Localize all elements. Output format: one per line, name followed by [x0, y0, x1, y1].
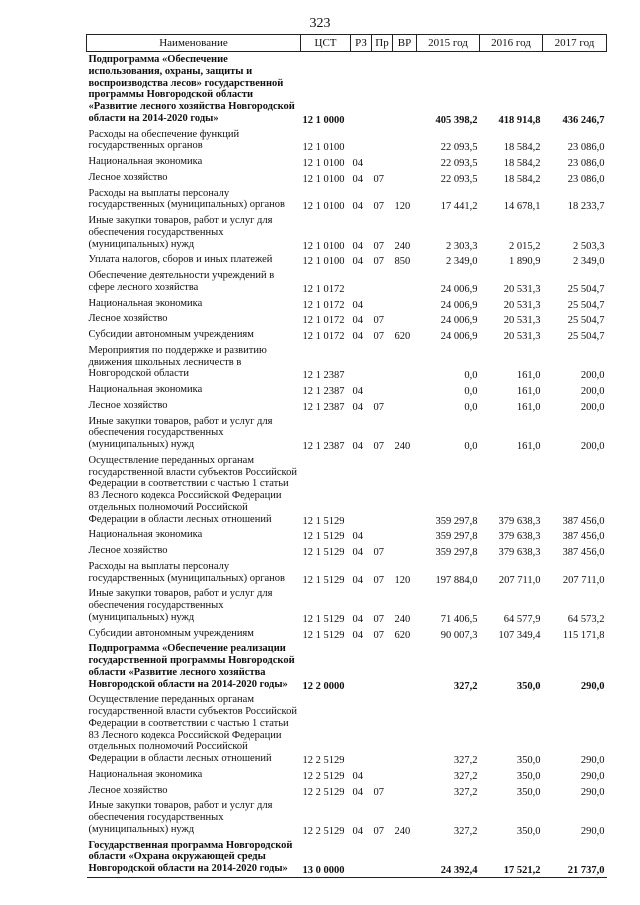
- row-pr: 07: [373, 786, 384, 798]
- table-row: [87, 783, 607, 799]
- row-pr: [372, 692, 393, 767]
- row-2016: 20 531,3: [503, 331, 541, 342]
- budget-table: [86, 34, 607, 878]
- table-row: [87, 414, 607, 453]
- table-row: [87, 586, 607, 625]
- header-pr: Пр: [372, 35, 393, 52]
- row-vr: 240: [394, 613, 411, 625]
- row-pr: 07: [373, 613, 384, 625]
- row-rz: 04: [352, 386, 363, 397]
- row-vr: [393, 453, 417, 528]
- row-name: Мероприятия по поддержке и развитию движения школьных лесничеств в Новгородской области: [88, 344, 267, 380]
- row-2016: 350,0: [516, 786, 541, 798]
- row-rz: 04: [352, 613, 363, 625]
- row-name: Осуществление переданных органам государственной власти субъектов Российской Федерации в соответствии с частью 1 статьи 83 Лесного кодекса Российской Федерации отдельных полномочий Российской Федерации в области лесных отношений: [88, 454, 297, 525]
- row-rz: 04: [352, 770, 363, 782]
- row-pr: [372, 268, 393, 296]
- row-rz: 04: [352, 256, 363, 268]
- row-2016: 18 584,2: [503, 158, 541, 169]
- row-rz: 04: [352, 574, 363, 586]
- row-cst: 12 2 5129: [302, 825, 345, 837]
- row-2017: 290,0: [580, 680, 605, 692]
- header-2016: 2016 год: [480, 35, 543, 52]
- row-vr: [393, 268, 417, 296]
- row-2016: 418 914,8: [498, 114, 541, 126]
- row-2015: 0,0: [464, 386, 478, 397]
- row-name: Подпрограмма «Обеспечение реализации государственной программы Новгородской области «Развитие лесного хозяйства Новгородской области на 2014-2020 годы»: [88, 643, 295, 690]
- table-row: [87, 343, 607, 382]
- row-pr: 07: [373, 201, 384, 213]
- row-vr: [393, 170, 417, 186]
- row-2017: 25 504,7: [567, 299, 605, 311]
- row-name: Обеспечение деятельности учреждений в сфере лесного хозяйства: [88, 270, 275, 293]
- row-2015: 22 093,5: [440, 142, 478, 154]
- row-pr: [372, 52, 393, 127]
- row-vr: 620: [394, 331, 411, 342]
- table-row: [87, 453, 607, 528]
- row-rz: [351, 52, 372, 127]
- row-pr: 07: [373, 173, 384, 185]
- row-rz: 04: [352, 531, 363, 543]
- table-row: [87, 296, 607, 312]
- row-cst: 12 1 5129: [302, 531, 345, 543]
- row-cst: 12 1 5129: [302, 547, 345, 558]
- row-2015: 24 006,9: [440, 283, 478, 295]
- table-row: [87, 543, 607, 559]
- row-rz: 04: [352, 786, 363, 798]
- row-name: Лесное хозяйство: [88, 545, 168, 556]
- row-vr: 850: [394, 256, 411, 268]
- row-cst: 12 1 0172: [302, 331, 345, 342]
- row-2016: 379 638,3: [498, 531, 541, 543]
- row-2015: 327,2: [453, 755, 478, 766]
- row-2016: 350,0: [516, 755, 541, 766]
- row-cst: 12 1 5129: [302, 515, 345, 527]
- table-body: [87, 52, 607, 878]
- row-cst: 12 1 5129: [302, 574, 345, 586]
- row-name: Лесное хозяйство: [88, 171, 168, 183]
- row-2015: 22 093,5: [440, 158, 478, 169]
- row-cst: 12 1 2387: [302, 370, 345, 382]
- row-2016: 18 584,2: [503, 142, 541, 154]
- row-2017: 207 711,0: [562, 574, 605, 586]
- row-vr: [393, 127, 417, 155]
- row-2017: 200,0: [580, 441, 605, 452]
- row-vr: 120: [394, 201, 411, 213]
- row-name: Лесное хозяйство: [88, 399, 168, 411]
- row-pr: [372, 382, 393, 398]
- row-2017: 290,0: [580, 786, 605, 798]
- row-cst: 12 1 0172: [302, 315, 345, 327]
- row-vr: [393, 296, 417, 312]
- row-2015: 24 392,4: [417, 838, 480, 878]
- row-2016: 350,0: [516, 825, 541, 837]
- row-rz: 04: [352, 240, 363, 252]
- row-2015: 359 297,8: [435, 547, 478, 558]
- row-pr: [372, 641, 393, 692]
- row-cst: 12 2 5129: [302, 786, 345, 798]
- row-rz: [351, 838, 372, 878]
- row-2017: 2 503,3: [573, 240, 605, 252]
- row-2016: 161,0: [516, 370, 541, 382]
- row-2015: 359 297,8: [435, 531, 478, 543]
- row-2017: 387 456,0: [562, 531, 605, 543]
- row-name: Субсидии автономным учреждениям: [88, 329, 254, 340]
- row-rz: 04: [352, 331, 363, 342]
- row-vr: [393, 398, 417, 414]
- row-2017: 200,0: [580, 401, 605, 413]
- row-name: Субсидии автономным учреждениям: [88, 627, 254, 639]
- row-vr: [393, 52, 417, 127]
- table-row: [87, 527, 607, 543]
- row-name: Расходы на обеспечение функций государственных органов: [88, 128, 240, 152]
- row-pr: 07: [373, 331, 384, 342]
- table-row: [87, 268, 607, 296]
- row-2015: 24 006,9: [440, 299, 478, 311]
- table-header-row: [87, 35, 607, 52]
- row-name: Иные закупки товаров, работ и услуг для обеспечения государственных (муниципальных) нужд: [88, 215, 273, 250]
- row-2017: 387 456,0: [562, 547, 605, 558]
- table-row: [87, 641, 607, 692]
- table-row: [87, 559, 607, 587]
- row-2015: 0,0: [464, 441, 478, 452]
- row-pr: 07: [373, 256, 384, 268]
- row-vr: 620: [394, 629, 411, 641]
- row-pr: 07: [373, 401, 384, 413]
- row-2016: 20 531,3: [503, 299, 541, 311]
- row-rz: 04: [352, 441, 363, 452]
- row-pr: [372, 154, 393, 170]
- header-2017: 2017 год: [543, 35, 607, 52]
- header-cst: ЦСТ: [301, 35, 351, 52]
- row-rz: 04: [352, 173, 363, 185]
- table-row: [87, 186, 607, 214]
- row-cst: 12 1 0100: [302, 158, 345, 169]
- row-2015: 0,0: [464, 370, 478, 382]
- row-name: Подпрограмма «Обеспечение использования, охраны, защиты и воспроизводства лесов» государственной программы Новгородской области «Развитие лесного хозяйства Новгородской области на 2014-2020 годы»: [88, 54, 295, 124]
- row-2016: 107 349,4: [498, 629, 541, 641]
- row-vr: [393, 311, 417, 327]
- table-row: [87, 798, 607, 837]
- row-name: Лесное хозяйство: [88, 313, 168, 325]
- row-2016: 2 015,2: [509, 240, 541, 252]
- row-2017: 25 504,7: [567, 331, 605, 342]
- row-2017: 25 504,7: [567, 315, 605, 327]
- table-row: [87, 838, 607, 878]
- row-cst: 13 0 0000: [301, 838, 351, 878]
- row-name: Расходы на выплаты персоналу государственных (муниципальных) органов: [88, 187, 286, 211]
- row-2016: 161,0: [516, 441, 541, 452]
- row-2017: 23 086,0: [567, 142, 605, 154]
- row-cst: 12 1 0100: [302, 256, 345, 268]
- row-name: Иные закупки товаров, работ и услуг для обеспечения государственных (муниципальных) нужд: [88, 800, 273, 835]
- table-row: [87, 213, 607, 252]
- row-2016: 350,0: [516, 770, 541, 782]
- row-rz: [351, 453, 372, 528]
- row-2015: 2 303,3: [446, 240, 478, 252]
- header-name: Наименование: [87, 35, 301, 52]
- row-vr: [393, 543, 417, 559]
- row-2015: 71 406,5: [440, 613, 478, 625]
- table-row: [87, 767, 607, 783]
- row-cst: 12 1 5129: [302, 613, 345, 625]
- row-2017: 2 349,0: [573, 256, 605, 268]
- row-2016: 379 638,3: [498, 547, 541, 558]
- row-2017: 387 456,0: [562, 515, 605, 527]
- row-pr: [372, 767, 393, 783]
- row-2015: 327,2: [453, 770, 478, 782]
- row-rz: [351, 268, 372, 296]
- row-2017: 115 171,8: [562, 629, 605, 641]
- row-2017: 64 573,2: [567, 613, 605, 625]
- row-2015: 327,2: [453, 786, 478, 798]
- row-2015: 327,2: [453, 825, 478, 837]
- row-pr: [372, 127, 393, 155]
- row-2015: 17 441,2: [440, 201, 478, 213]
- row-2016: 18 584,2: [503, 173, 541, 185]
- row-vr: 240: [394, 441, 411, 452]
- row-vr: [393, 838, 417, 878]
- row-2017: 200,0: [580, 370, 605, 382]
- row-2016: 20 531,3: [503, 315, 541, 327]
- row-2015: 24 006,9: [440, 315, 478, 327]
- row-2016: 350,0: [516, 680, 541, 692]
- row-rz: [351, 343, 372, 382]
- row-cst: 12 1 0172: [302, 299, 345, 311]
- row-name: Расходы на выплаты персоналу государственных (муниципальных) органов: [88, 560, 286, 584]
- row-rz: 04: [352, 158, 363, 169]
- row-name: Осуществление переданных органам государственной власти субъектов Российской Федерации в соответствии с частью 1 статьи 83 Лесного кодекса Российской Федерации отдельных полномочий Российской Федерации в области лесных отношений: [88, 694, 297, 764]
- row-pr: 07: [373, 825, 384, 837]
- row-name: Национальная экономика: [88, 156, 203, 167]
- row-cst: 12 1 0000: [302, 114, 345, 126]
- row-2015: 327,2: [453, 680, 478, 692]
- row-cst: 12 2 0000: [302, 680, 345, 692]
- row-2016: 161,0: [516, 401, 541, 413]
- row-cst: 12 1 0100: [302, 173, 345, 185]
- table-row: [87, 398, 607, 414]
- row-2015: 0,0: [464, 401, 478, 413]
- row-vr: [393, 783, 417, 799]
- row-rz: [351, 641, 372, 692]
- header-vr: ВР: [393, 35, 417, 52]
- row-cst: 12 2 5129: [302, 755, 345, 766]
- header-2015: 2015 год: [417, 35, 480, 52]
- row-cst: 12 1 2387: [302, 441, 345, 452]
- row-2017: 290,0: [580, 755, 605, 766]
- table-row: [87, 626, 607, 642]
- row-2016: 17 521,2: [480, 838, 543, 878]
- row-name: Уплата налогов, сборов и иных платежей: [88, 254, 273, 266]
- table-row: [87, 127, 607, 155]
- row-2016: 20 531,3: [503, 283, 541, 295]
- row-cst: 12 1 0100: [302, 240, 345, 252]
- row-cst: 12 1 0172: [302, 283, 345, 295]
- row-cst: 12 1 5129: [302, 629, 345, 641]
- row-2017: 290,0: [580, 770, 605, 782]
- row-2015: 22 093,5: [440, 173, 478, 185]
- row-pr: 07: [373, 315, 384, 327]
- row-vr: [393, 382, 417, 398]
- row-2016: 161,0: [516, 386, 541, 397]
- row-2015: 405 398,2: [435, 114, 478, 126]
- row-2016: 379 638,3: [498, 515, 541, 527]
- row-pr: 07: [373, 240, 384, 252]
- row-vr: [393, 767, 417, 783]
- row-vr: [393, 692, 417, 767]
- table-row: [87, 692, 607, 767]
- row-rz: 04: [352, 401, 363, 413]
- page-number: 323: [309, 16, 331, 31]
- table-row: [87, 382, 607, 398]
- row-name: Национальная экономика: [88, 384, 203, 395]
- row-vr: [393, 154, 417, 170]
- row-2017: 23 086,0: [567, 173, 605, 185]
- table-row: [87, 311, 607, 327]
- row-2015: 359 297,8: [435, 515, 478, 527]
- row-rz: [351, 127, 372, 155]
- row-pr: [372, 838, 393, 878]
- row-pr: [372, 453, 393, 528]
- row-rz: 04: [352, 201, 363, 213]
- row-2015: 24 006,9: [440, 331, 478, 342]
- row-2016: 1 890,9: [509, 256, 541, 268]
- row-rz: 04: [352, 547, 363, 558]
- row-2017: 21 737,0: [543, 838, 607, 878]
- table-row: [87, 252, 607, 268]
- table-row: [87, 52, 607, 127]
- row-name: Национальная экономика: [88, 297, 203, 309]
- row-pr: 07: [373, 441, 384, 452]
- row-name: Государственная программа Новгородской области «Охрана окружающей среды Новгородской области на 2014-2020 годы»: [87, 838, 301, 878]
- row-name: Лесное хозяйство: [88, 784, 168, 796]
- row-cst: 12 1 0100: [302, 142, 345, 154]
- row-cst: 12 1 2387: [302, 386, 345, 397]
- row-2017: 18 233,7: [567, 201, 605, 213]
- row-rz: 04: [352, 629, 363, 641]
- table-row: [87, 170, 607, 186]
- row-2017: 436 246,7: [562, 114, 605, 126]
- row-vr: [393, 527, 417, 543]
- row-name: Иные закупки товаров, работ и услуг для обеспечения государственных (муниципальных) нужд: [88, 588, 273, 623]
- row-vr: 240: [394, 240, 411, 252]
- row-cst: 12 2 5129: [302, 770, 345, 782]
- row-cst: 12 1 2387: [302, 401, 345, 413]
- row-name: Иные закупки товаров, работ и услуг для обеспечения государственных (муниципальных) нужд: [88, 415, 273, 450]
- row-2015: 2 349,0: [446, 256, 478, 268]
- row-2016: 207 711,0: [498, 574, 541, 586]
- row-pr: 07: [373, 629, 384, 641]
- row-2017: 290,0: [580, 825, 605, 837]
- row-pr: 07: [373, 547, 384, 558]
- row-rz: 04: [352, 315, 363, 327]
- row-2015: 90 007,3: [440, 629, 478, 641]
- row-vr: [393, 343, 417, 382]
- row-2016: 14 678,1: [503, 201, 541, 213]
- row-pr: [372, 527, 393, 543]
- row-name: Национальная экономика: [88, 529, 203, 541]
- row-rz: [351, 692, 372, 767]
- row-cst: 12 1 0100: [302, 201, 345, 213]
- row-pr: [372, 343, 393, 382]
- row-2017: 200,0: [580, 386, 605, 397]
- row-pr: 07: [373, 574, 384, 586]
- row-rz: 04: [352, 299, 363, 311]
- table-row: [87, 154, 607, 170]
- header-rz: РЗ: [351, 35, 372, 52]
- table-row: [87, 327, 607, 343]
- row-rz: 04: [352, 825, 363, 837]
- row-2015: 197 884,0: [435, 574, 478, 586]
- row-pr: [372, 296, 393, 312]
- row-2017: 25 504,7: [567, 283, 605, 295]
- row-2017: 23 086,0: [567, 158, 605, 169]
- row-name: Национальная экономика: [88, 768, 203, 780]
- row-vr: 120: [394, 574, 411, 586]
- row-vr: [393, 641, 417, 692]
- row-2016: 64 577,9: [503, 613, 541, 625]
- row-vr: 240: [394, 825, 411, 837]
